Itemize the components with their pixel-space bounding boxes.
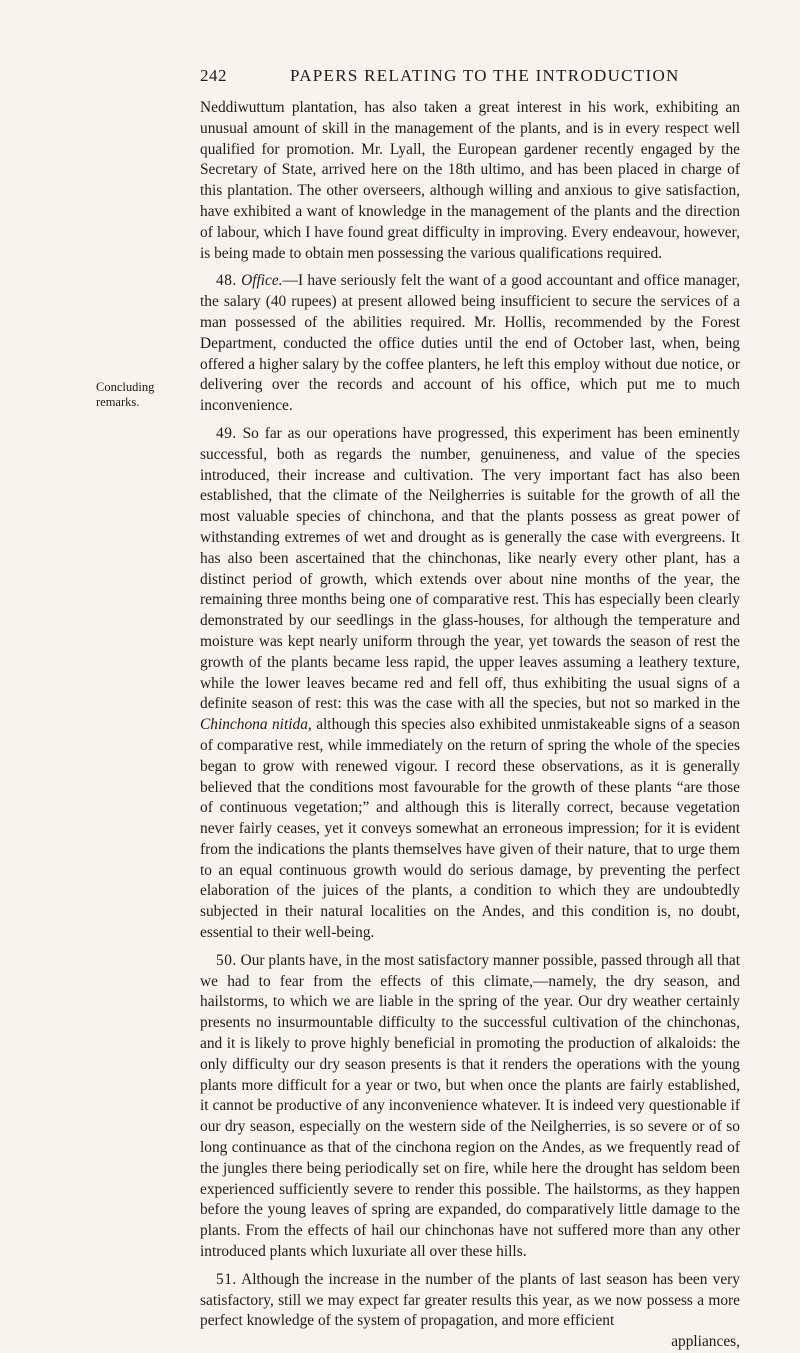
running-title: PAPERS RELATING TO THE INTRODUCTION (290, 66, 680, 85)
species-name: Chinchona nitida, (200, 716, 312, 734)
page-header (200, 66, 740, 88)
paragraph-number: 49. (216, 424, 237, 442)
margin-note-line: Concluding (96, 380, 155, 394)
paragraph-50 (200, 951, 740, 1263)
paragraph-text: although this species also exhibited unmistakeable signs of a season of comparative rest, while immediately on the return of spring the whole of the species began to grow with renewed vigour. I record these observations, as it is generally believed that the conditions most favourable for the growth of these plants “are those of continuous vegetation;” and although this is literally correct, because vegetation never fairly ceases, yet it conveys somewhat an erroneous impression; for it is evident from the indications the plants themselves have given of their nature, that to urge them to an equal continuous growth would do serious damage, by preventing the perfect elaboration of the juices of the plants, a condition to which they are undoubtedly subjected in their natural localities on the Andes, and this condition is, no doubt, essential to their well-being. (200, 716, 740, 942)
margin-note (96, 380, 186, 410)
paragraph-48 (200, 271, 740, 417)
paragraph-number: 48. (216, 272, 237, 290)
margin-note-line: remarks. (96, 395, 140, 409)
catchword: appliances, (671, 1333, 740, 1351)
paragraph-text: Our plants have, in the most satisfactory manner possible, passed through all that we had to fear from the effects of this climate,—namely, the dry season, and hailstorms, to which we are liable in the spring of the year. Our dry weather certainly presents no insurmountable difficulty to the successful cultivation of the chinchonas, and it is likely to prove highly beneficial in promoting the production of alkaloids: the only difficulty our dry season presents is that it renders the operations with the young plants more difficult for a year or two, but when once the plants are fairly established, it cannot be productive of any inconvenience whatever. It is indeed very questionable if our dry season, especially on the western side of the Neilgherries, is so severe or of so long continuance as that of the cinchona region on the Andes, as we frequently read of the jungles there being periodically set on fire, while here the drought has seldom been experienced sufficiently severe to render this possible. The hailstorms, as they happen before the young leaves of spring are expanded, do comparatively little damage to the plants. From the effects of hail our chinchonas have not suffered more than any other introduced plants which luxuriate all over these hills. (200, 951, 741, 1261)
paragraph-51 (200, 1270, 740, 1353)
body-text (200, 98, 740, 1353)
paragraph-text: So far as our operations have progressed, this experiment has been eminently successful, both as regards the number, genuineness, and value of the species introduced, their increase and cultivation. The very important fact has also been established, that the climate of the Neilgherries is suitable for the growth of all the most valuable species of chinchona, and that the plants possess as great power of withstanding extremes of wet and drought as is generally the case with evergreens. It has also been ascertained that the chinchonas, like nearly every other plant, has a distinct period of growth, which extends over about nine months of the year, the remaining three months being one of comparative rest. This has especially been clearly demonstrated by our seedlings in the glass-houses, for although the temperature and moisture was kept nearly uniform through the year, yet towards the season of rest the growth of the plants became less rapid, the upper leaves assuming a leathery texture, while the lower leaves became red and fell off, thus exhibiting the usual signs of a definite season of rest: this was the case with all the species, but not so marked in the (200, 424, 740, 713)
paragraph-49 (200, 424, 740, 944)
section-title: Office. (241, 272, 283, 290)
paragraph-continued (200, 98, 740, 264)
paragraph-number: 51. (216, 1270, 237, 1288)
paragraph-text: Although the increase in the number of the plants of last season has been very satisfactory, still we may expect far greater results this year, as we now possess a more perfect knowledge of the system of propagation, and more efficient (200, 1270, 741, 1330)
paragraph-number: 50. (216, 951, 237, 969)
paragraph-text: —I have seriously felt the want of a good accountant and office manager, the salary (40 rupees) at present allowed being insufficient to secure the services of a man possessed of the abilities required. Mr. Hollis, recommended by the Forest Department, conducted the office duties until the end of October last, when, being offered a higher salary by the coffee planters, he left this employ without due notice, or delivering over the records and account of his office, which put me to much inconvenience. (200, 272, 741, 415)
page-number: 242 (200, 66, 227, 85)
paragraph-text: Neddiwuttum plantation, has also taken a great interest in his work, exhibiting an unusual amount of skill in the management of the plants, and is in every respect well qualified for promotion. Mr. Lyall, the European gardener recently engaged by the Secretary of State, arrived here on the 18th ultimo, and has been placed in charge of this plantation. The other overseers, although willing and anxious to give satisfaction, have exhibited a want of knowledge in the management of the plants and the direction of labour, which I have found great difficulty in improving. Every endeavour, however, is being made to obtain men possessing the various qualifications required. (200, 99, 740, 262)
